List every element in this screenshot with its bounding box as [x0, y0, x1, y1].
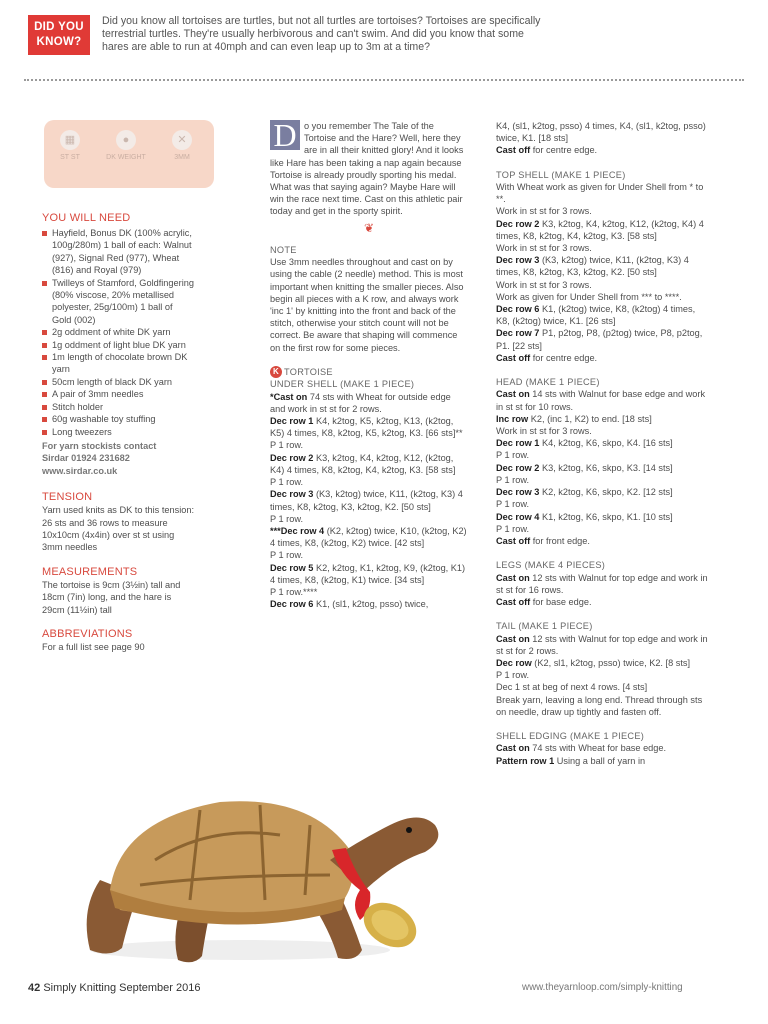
- note-heading: NOTE: [270, 244, 297, 255]
- instruction-text: 12 sts with Walnut for top edge and work in st st for 16 rows.: [496, 572, 708, 595]
- instruction-text: P 1 row.: [496, 474, 530, 485]
- list-item: A pair of 3mm needles: [42, 388, 194, 400]
- instruction-line: [270, 549, 468, 561]
- abbreviations-heading: ABBREVIATIONS: [42, 627, 133, 640]
- instruction-keyword: Dec row 3: [496, 255, 540, 266]
- instruction-line: [496, 633, 710, 657]
- instruction-text: Break yarn, leaving a long end. Thread through sts on needle, draw up tightly and fasten off.: [496, 694, 703, 717]
- instruction-text: (K3, k2tog) twice, K11, (k2tog, K3) 4 times, K8, k2tog, K3, k2tog, K2. [50 sts]: [496, 255, 689, 278]
- instruction-text: K3, k2tog, K4, k2tog, K12, (k2tog, K4) 4 times, K8, k2tog, K4, k2tog, K3. [58 sts]: [270, 452, 456, 475]
- instruction-text: K1, (sl1, k2tog, psso) twice,: [313, 599, 429, 610]
- instruction-keyword: Dec row: [496, 657, 532, 668]
- stocking-stitch-icon: ▦: [60, 130, 80, 150]
- instruction-keyword: Dec row 1: [496, 438, 540, 449]
- did-you-know-text: Did you know all tortoises are turtles, but not all turtles are tortoises? Tortoises are specifically terrestrial turtles. They're usually herbivorous and can't swim. And did you know that some hares are able to run at 40mph and can even leap up to 3m at a time?: [102, 15, 541, 53]
- list-item: 1g oddment of light blue DK yarn: [42, 339, 194, 351]
- instruction-text: for base edge.: [530, 596, 592, 607]
- list-item: Long tweezers: [42, 426, 194, 438]
- instruction-keyword: Cast on: [496, 572, 530, 583]
- instruction-keyword: Dec row 4: [496, 511, 540, 522]
- instruction-line: [270, 525, 468, 549]
- instruction-keyword: Pattern row 1: [496, 755, 555, 766]
- instruction-keyword: Dec row 3: [496, 487, 540, 498]
- instruction-keyword: Dec row 2: [496, 218, 540, 229]
- instruction-text: Work as given for Under Shell from *** to ****.: [496, 291, 682, 302]
- instruction-line: [496, 449, 710, 461]
- instruction-line: [496, 425, 710, 437]
- instruction-keyword: Cast off: [496, 596, 531, 607]
- instruction-keyword: Dec row 3: [270, 489, 314, 500]
- instruction-keyword: Cast on: [496, 743, 530, 754]
- instruction-keyword: Cast on: [496, 389, 530, 400]
- intro-text: o you remember The Tale of the Tortoise and the Hare? Well, here they are in all their knitted glory! And it looks like Hare has been taking a nap again because Tortoise is already proudly sporting his medal. What was that saying again? Maybe Hare will win the race next time. Cast on this athletic pair today and get in the sporty spirit.: [270, 121, 464, 217]
- instruction-text: Work in st st for 3 rows.: [496, 243, 592, 254]
- instruction-line: [496, 388, 710, 412]
- instruction-line: [496, 474, 710, 486]
- instruction-text: K2, k2tog, K1, k2tog, K9, (k2tog, K1) 4 times, K8, (k2tog, K1) twice. [34 sts]: [270, 562, 466, 585]
- instruction-text: K1, (k2tog) twice, K8, (k2tog) 4 times, K8, (k2tog) twice, K1. [26 sts]: [496, 304, 696, 327]
- did-you-know-line1: DID YOU: [34, 21, 84, 33]
- tail-heading: TAIL (MAKE 1 PIECE): [496, 621, 593, 632]
- badge-label: 3MM: [174, 154, 190, 161]
- instruction-line: [270, 488, 468, 512]
- instruction-line: [496, 742, 710, 754]
- list-item: 50cm length of black DK yarn: [42, 376, 194, 388]
- instruction-line: [496, 303, 710, 327]
- footer-url[interactable]: www.theyarnloop.com/simply-knitting: [522, 982, 683, 993]
- instruction-text: for centre edge.: [530, 352, 598, 363]
- instruction-line: [496, 498, 710, 510]
- instruction-text: 12 sts with Walnut for top edge and work in st st for 2 rows.: [496, 633, 708, 656]
- instruction-line: [496, 144, 710, 156]
- instruction-keyword: Dec row 6: [270, 599, 314, 610]
- instruction-line: [270, 598, 468, 610]
- intro-paragraph: [270, 117, 468, 218]
- shell-edging-instructions: [496, 742, 710, 766]
- tortoise-heading-text: TORTOISE: [284, 366, 333, 377]
- instruction-line: [496, 437, 710, 449]
- instruction-line: [496, 242, 710, 254]
- instruction-text: P 1 row.****: [270, 586, 318, 597]
- instruction-keyword: Cast off: [496, 535, 531, 546]
- instruction-text: K4, (sl1, k2tog, psso) 4 times, K4, (sl1, k2tog, psso) twice, K1. [18 sts]: [496, 121, 706, 144]
- instruction-text: 14 sts with Walnut for base edge and work in st st for 10 rows.: [496, 389, 706, 412]
- yarn-ball-icon: ●: [116, 130, 136, 150]
- list-item: Twilleys of Stamford, Goldfingering (80% viscose, 20% metallised polyester, 25g/100m) 1 ball of Gold (002): [42, 277, 194, 327]
- instruction-text: (K2, sl1, k2tog, psso) twice, K2. [8 sts]: [531, 657, 691, 668]
- dotted-divider: [24, 79, 744, 81]
- instruction-keyword: Dec row 2: [270, 452, 314, 463]
- instruction-line: [496, 523, 710, 535]
- instruction-line: [496, 657, 710, 669]
- instruction-line: [496, 352, 710, 364]
- badge-st-st: [50, 130, 90, 162]
- instruction-text: K2, k2tog, K6, skpo, K2. [12 sts]: [539, 487, 673, 498]
- instruction-text: K3, k2tog, K4, k2tog, K12, (k2tog, K4) 4 times, K8, k2tog, K4, k2tog, K3. [58 sts]: [496, 218, 704, 241]
- instruction-text: Work in st st for 3 rows.: [496, 426, 592, 437]
- instruction-line: [496, 681, 710, 693]
- instruction-keyword: Inc row: [496, 413, 529, 424]
- needles-icon: ✕: [172, 130, 192, 150]
- instruction-line: [496, 254, 710, 278]
- list-item: Stitch holder: [42, 401, 194, 413]
- instruction-line: [270, 452, 468, 476]
- instruction-text: K1, k2tog, K6, skpo, K1. [10 sts]: [539, 511, 673, 522]
- instruction-keyword: Cast on: [496, 633, 530, 644]
- instruction-line: [496, 327, 710, 351]
- instruction-line: [270, 415, 468, 439]
- instruction-text: P 1 row.: [270, 550, 304, 561]
- stockist-info: [42, 440, 194, 477]
- instruction-text: P 1 row.: [270, 477, 304, 488]
- stockist-phone: Sirdar 01924 231682: [42, 453, 130, 464]
- right-column: [496, 120, 710, 767]
- instruction-text: P1, p2tog, P8, (p2tog) twice, P8, p2tog, P1. [22 sts]: [496, 328, 703, 351]
- instruction-keyword: Dec row 1: [270, 416, 314, 427]
- instruction-keyword: Dec row 6: [496, 304, 540, 315]
- pattern-info-badges: [44, 120, 214, 188]
- instruction-text: 74 sts with Wheat for base edge.: [529, 743, 667, 754]
- instruction-text: K2, (inc 1, K2) to end. [18 sts]: [528, 413, 652, 424]
- stockist-url[interactable]: www.sirdar.co.uk: [42, 465, 118, 476]
- instruction-line: [270, 476, 468, 488]
- instruction-line: [496, 181, 710, 205]
- footer-page-info: [28, 982, 200, 994]
- instruction-text: for centre edge.: [530, 145, 598, 156]
- knitted-tortoise-photo: [60, 780, 460, 970]
- instruction-line: [496, 291, 710, 303]
- instruction-line: [496, 669, 710, 681]
- head-instructions: [496, 388, 710, 547]
- did-you-know-badge: [28, 15, 90, 55]
- instruction-line: [496, 413, 710, 425]
- instruction-keyword: Dec row 2: [496, 462, 540, 473]
- measurements-text: The tortoise is 9cm (3½in) tall and 18cm (7in) long, and the hare is 29cm (11½in) tall: [42, 579, 181, 615]
- instruction-text: K3, k2tog, K6, skpo, K3. [14 sts]: [539, 462, 673, 473]
- instruction-text: Work in st st for 3 rows.: [496, 279, 592, 290]
- note-text: Use 3mm needles throughout and cast on by using the cable (2 needle) method. This is most important when knitting the smaller pieces. Also begin all pieces with a K row, and always work 'inc 1' by knitting into the front and back of the stitch, otherwise your stitch count will not be correct. Be aware that shaping will commence on the first row for some pieces.: [270, 257, 464, 353]
- badge-dk-weight: [106, 130, 146, 162]
- abbreviations-text: For a full list see page 90: [42, 641, 145, 652]
- instruction-line: [496, 462, 710, 474]
- instruction-text: P 1 row.: [270, 440, 304, 451]
- instruction-line: [496, 218, 710, 242]
- badge-3mm: [162, 130, 202, 162]
- instruction-line: [496, 535, 710, 547]
- magazine-issue: Simply Knitting September 2016: [43, 982, 201, 994]
- badge-label: DK WEIGHT: [106, 154, 146, 161]
- list-item: Hayfield, Bonus DK (100% acrylic, 100g/280m) 1 ball of each: Walnut (927), Signal Red (977), Wheat (816) and Royal (979): [42, 227, 194, 277]
- instruction-keyword: Dec row 7: [496, 328, 540, 339]
- list-item: 2g oddment of white DK yarn: [42, 326, 194, 338]
- tortoise-heading: [270, 366, 468, 378]
- instruction-keyword: Cast off: [496, 352, 531, 363]
- materials-list: [42, 227, 194, 438]
- instruction-line: [496, 486, 710, 498]
- did-you-know-line2: KNOW?: [36, 36, 82, 48]
- left-column: [42, 212, 194, 653]
- instruction-text: 74 sts with Wheat for outside edge and work in st st for 2 rows.: [270, 391, 451, 414]
- instruction-line: [496, 205, 710, 217]
- instruction-text: K4, k2tog, K6, skpo, K4. [16 sts]: [539, 438, 673, 449]
- stockist-line: For yarn stockists contact: [42, 440, 157, 451]
- middle-column: [270, 117, 468, 610]
- instruction-line: [496, 755, 710, 767]
- under-shell-instructions: [270, 391, 468, 611]
- instruction-line: [496, 572, 710, 596]
- instruction-keyword: Cast off: [496, 145, 531, 156]
- instruction-keyword: Dec row 5: [270, 562, 314, 573]
- measurements-heading: MEASUREMENTS: [42, 565, 138, 578]
- instruction-text: P 1 row.: [496, 523, 530, 534]
- head-heading: HEAD (MAKE 1 PIECE): [496, 377, 600, 388]
- instruction-text: Dec 1 st at beg of next 4 rows. [4 sts]: [496, 682, 648, 693]
- instruction-line: [270, 562, 468, 586]
- shell-edging-heading: SHELL EDGING (MAKE 1 PIECE): [496, 730, 645, 741]
- instruction-line: [496, 279, 710, 291]
- instruction-line: [270, 391, 468, 415]
- instruction-text: (K2, k2tog) twice, K10, (k2tog, K2) 4 times, K8, (k2tog, K2) twice. [42 sts]: [270, 525, 467, 549]
- continued-instructions: [496, 120, 710, 157]
- legs-heading: LEGS (MAKE 4 PIECES): [496, 560, 606, 571]
- list-item: 60g washable toy stuffing: [42, 413, 194, 425]
- tail-instructions: [496, 633, 710, 718]
- instruction-text: With Wheat work as given for Under Shell from * to **.: [496, 182, 704, 205]
- instruction-line: [496, 694, 710, 718]
- instruction-text: (K3, k2tog) twice, K11, (k2tog, K3) 4 times, K8, k2tog, K3, k2tog, K2. [50 sts]: [270, 489, 463, 512]
- instruction-text: Work in st st for 3 rows.: [496, 206, 592, 217]
- instruction-line: [270, 513, 468, 525]
- tension-text: Yarn used knits as DK to this tension: 26 sts and 36 rows to measure 10x10cm (4x4in) over st st using 3mm needles: [42, 505, 195, 553]
- instruction-line: [496, 596, 710, 608]
- instruction-line: [496, 511, 710, 523]
- instruction-text: P 1 row.: [270, 513, 304, 524]
- knit-k-icon: K: [270, 366, 282, 378]
- top-shell-instructions: [496, 181, 710, 364]
- instruction-text: for front edge.: [530, 535, 590, 546]
- instruction-text: Using a ball of yarn in: [554, 755, 646, 766]
- instruction-keyword: ***Dec row 4: [270, 525, 325, 536]
- tension-heading: TENSION: [42, 491, 93, 504]
- instruction-keyword: *Cast on: [270, 391, 308, 402]
- drop-cap: D: [270, 120, 300, 150]
- badge-label: ST ST: [60, 154, 80, 161]
- top-shell-heading: TOP SHELL (MAKE 1 PIECE): [496, 169, 626, 180]
- instruction-text: P 1 row.: [496, 450, 530, 461]
- instruction-text: P 1 row.: [496, 670, 530, 681]
- list-item: 1m length of chocolate brown DK yarn: [42, 351, 194, 376]
- ornament-divider-icon: ❦: [363, 220, 375, 235]
- you-will-need-heading: YOU WILL NEED: [42, 212, 131, 224]
- page-number: 42: [28, 982, 41, 994]
- instruction-text: K4, k2tog, K5, k2tog, K13, (k2tog, K5) 4 times, K8, k2tog, K5, k2tog, K3. [66 sts]**: [270, 416, 463, 439]
- legs-instructions: [496, 572, 710, 609]
- instruction-line: [270, 439, 468, 451]
- instruction-text: P 1 row.: [496, 499, 530, 510]
- instruction-line: [270, 586, 468, 598]
- under-shell-heading: UNDER SHELL (MAKE 1 PIECE): [270, 379, 415, 390]
- instruction-line: [496, 120, 710, 144]
